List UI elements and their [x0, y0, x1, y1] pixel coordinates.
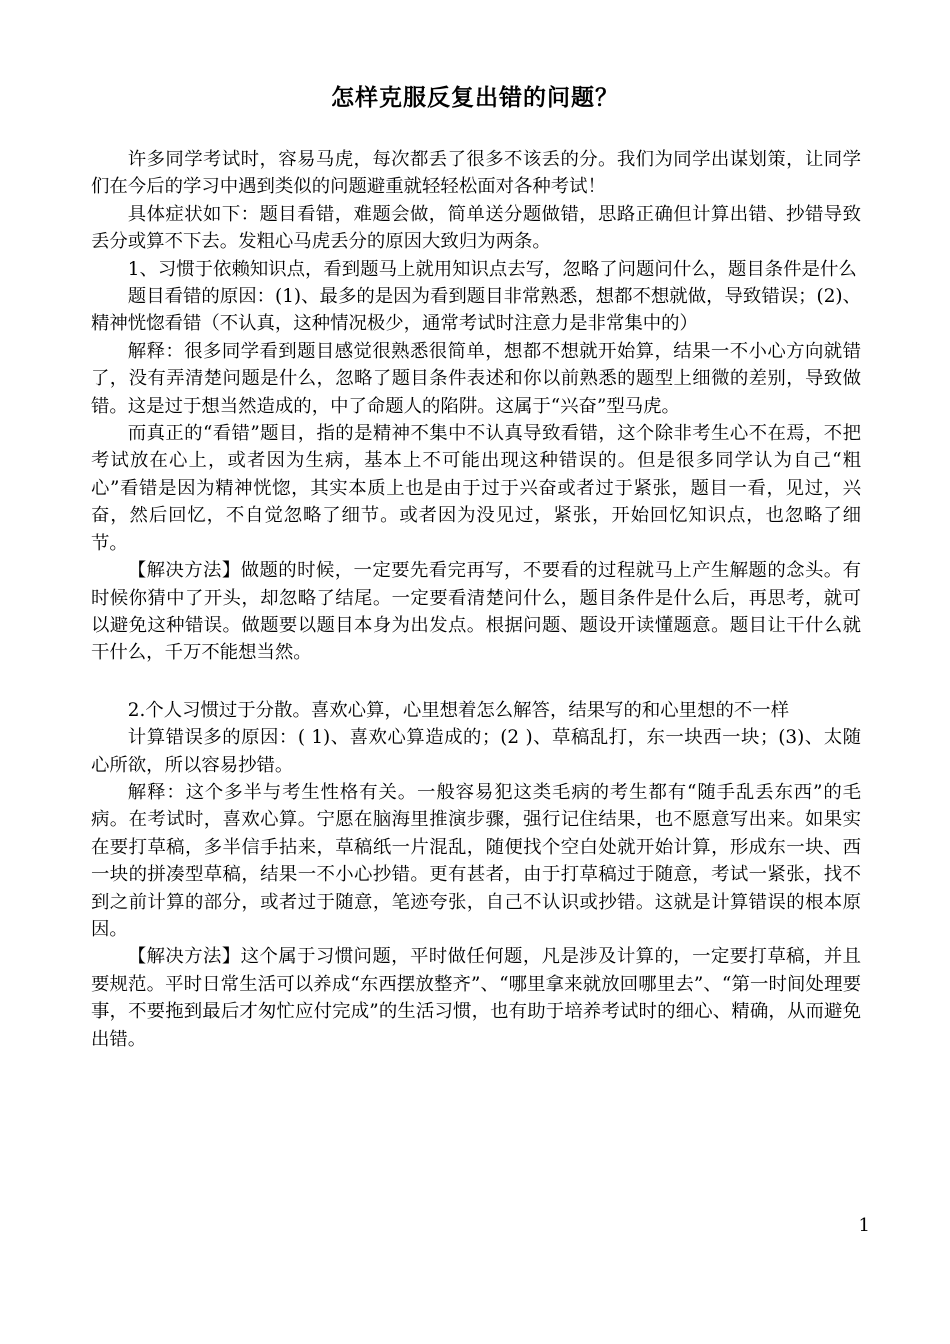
intro-paragraph: 许多同学考试时，容易马虎，每次都丢了很多不该丢的分。我们为同学出谋划策，让同学们在今后的学习中遇到类似的问题避重就轻轻松面对各种考试！	[91, 149, 861, 198]
paragraph-spacer	[91, 667, 861, 697]
reason-two-heading: 2.个人习惯过于分散。喜欢心算，心里想着怎么解答，结果写的和心里想的不一样	[127, 699, 790, 721]
explanation-paragraph-two: 解释：这个多半与考生性格有关。一般容易犯这类毛病的考生都有“随手乱丢东西”的毛病。在考试时，喜欢心算。宁愿在脑海里推演步骤，强行记住结果，也不愿意写出来。如果实在要打草稿，多半信手拈来，草稿纸一片混乱，随便找个空白处就开始计算，形成东一块、西一块的拼凑型草稿，结果一不小心抄错。更有甚者，由于打草稿过于随意，考试一紧张，找不到之前计算的部分，或者过于随意，笔迹夸张，自己不认识或抄错。这就是计算错误的根本原因。	[91, 781, 861, 940]
solution-paragraph-one: 【解决方法】做题的时候，一定要先看完再写，不要看的过程就马上产生解题的念头。有时候你猜中了开头，却忽略了结尾。一定要看清楚问什么，题目条件是什么后，再思考，就可以避免这种错误。做题要以题目本身为出发点。根据问题、题设开读懂题意。题目让干什么就干什么，千万不能想当然。	[91, 560, 861, 664]
misread-detail-paragraph: 而真正的“看错”题目，指的是精神不集中不认真导致看错，这个除非考生心不在焉，不把考试放在心上，或者因为生病，基本上不可能出现这种错误的。但是很多同学认为自己“粗心”看错是因为精神恍惚，其实本质上也是由于过于兴奋或者过于紧张，题目一看，见过，兴奋，然后回忆，不自觉忽略了细节。或者因为没见过，紧张，开始回忆知识点，也忽略了细节。	[91, 423, 861, 554]
document-title: 怎样克服反复出错的问题？	[331, 84, 619, 111]
calculation-causes-paragraph: 计算错误多的原因：( 1)、喜欢心算造成的；(2 )、草稿乱打，东一块西一块；(3)、太随心所欲，所以容易抄错。	[91, 727, 861, 776]
misread-causes-paragraph: 题目看错的原因：(1)、最多的是因为看到题目非常熟悉，想都不想就做，导致错误；(2)、精神恍惚看错（不认真，这种情况极少，通常考试时注意力是非常集中的）	[91, 286, 861, 335]
explanation-paragraph-one: 解释：很多同学看到题目感觉很熟悉很简单，想都不想就开始算，结果一不小心方向就错了，没有弄清楚问题是什么，忽略了题目条件表述和你以前熟悉的题型上细微的差别，导致做错。这是过于想当然造成的，中了命题人的陷阱。这属于“兴奋”型马虎。	[91, 340, 861, 417]
symptoms-paragraph: 具体症状如下：题目看错，难题会做，简单送分题做错，思路正确但计算出错、抄错导致丢分或算不下去。发粗心马虎丢分的原因大致归为两条。	[91, 203, 861, 253]
solution-paragraph-two: 【解决方法】这个属于习惯问题，平时做任何题，凡是涉及计算的，一定要打草稿，并且要规范。平时日常生活可以养成“东西摆放整齐”、“哪里拿来就放回哪里去”、“第一时间处理要事，不要拖到最后才匆忙应付完成”的生活习惯，也有助于培养考试时的细心、精确，从而避免出错。	[91, 946, 861, 1050]
page-number: 1	[858, 1215, 870, 1236]
document-body	[91, 146, 861, 1053]
reason-one-heading: 1、习惯于依赖知识点，看到题马上就用知识点去写，忽略了问题问什么，题目条件是什么	[127, 258, 857, 280]
